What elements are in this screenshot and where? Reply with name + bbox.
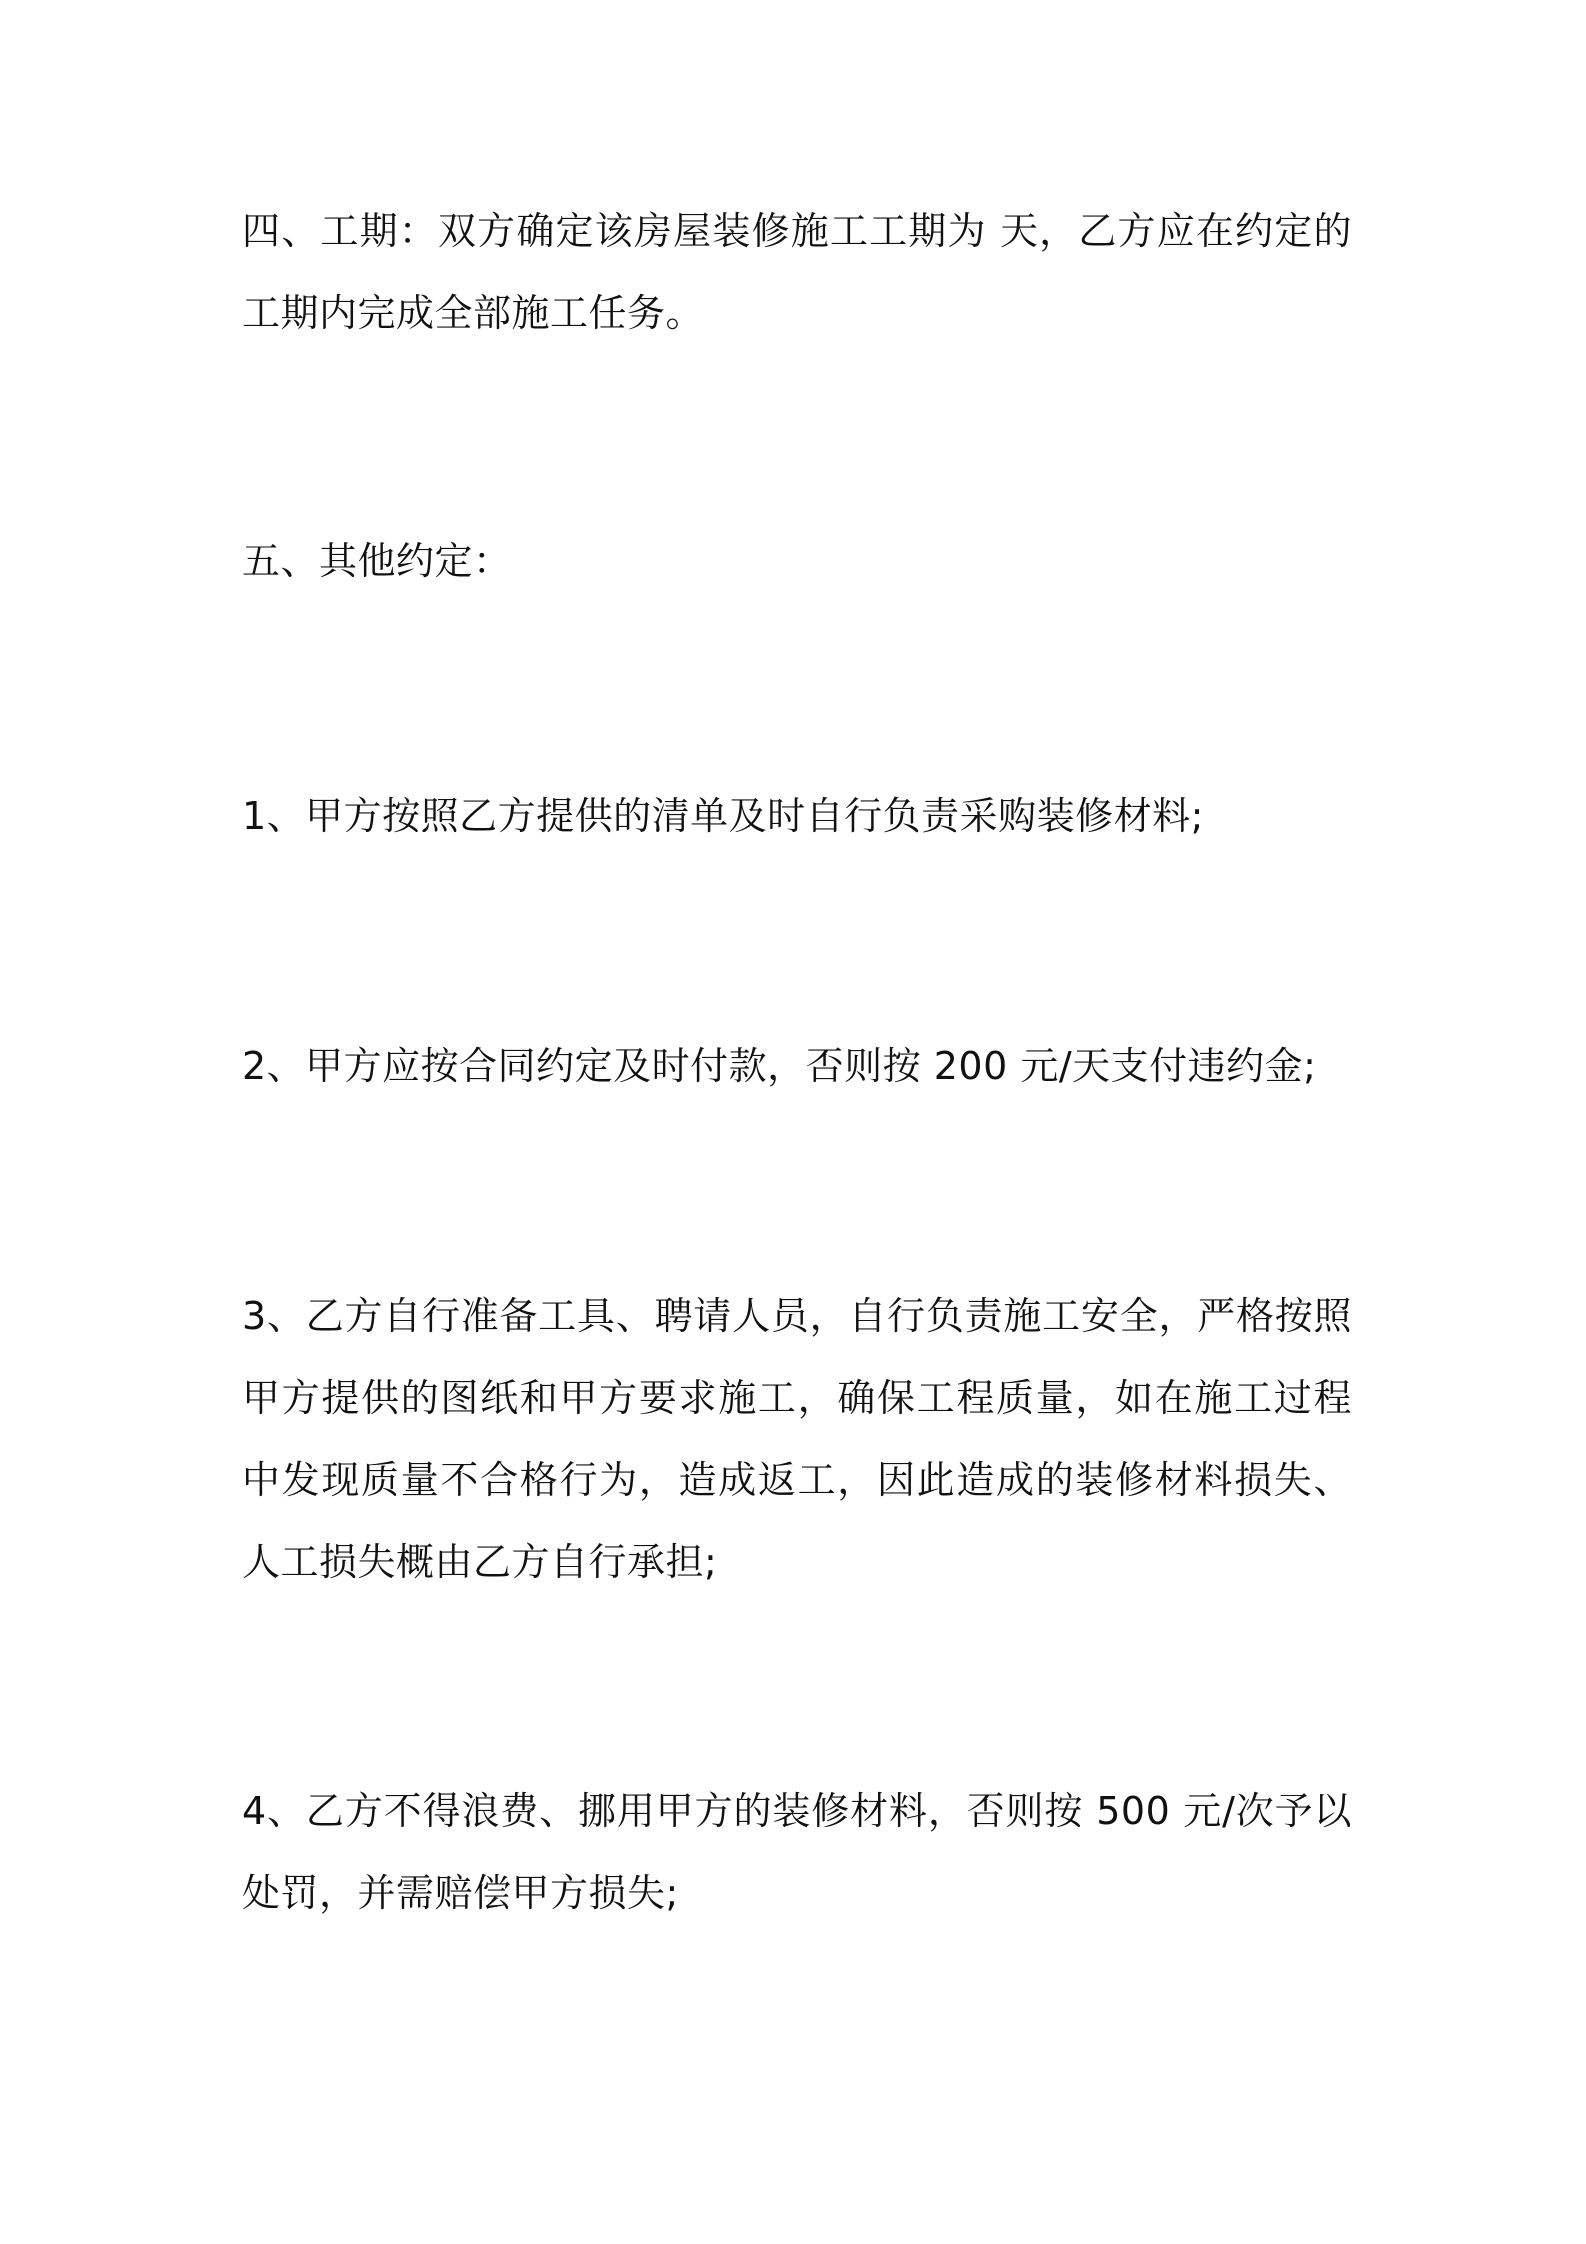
agreement-item-1: 1、甲方按照乙方提供的清单及时自行负责采购装修材料;	[242, 794, 1204, 838]
agreement-item-3: 3、乙方自行准备工具、聘请人员，自行负责施工安全，严格按照甲方提供的图纸和甲方要求施工，确保工程质量，如在施工过程中发现质量不合格行为，造成返工，因此造成的装修材料损失、人工损失概由乙方自行承担;	[242, 1294, 1352, 1584]
agreement-item-2: 2、甲方应按合同约定及时付款，否则按 200 元/天支付违约金;	[242, 1044, 1317, 1088]
term-clause: 四、工期：双方确定该房屋装修施工工期为 天，乙方应在约定的工期内完成全部施工任务。	[242, 209, 1352, 335]
other-agreements-heading: 五、其他约定：	[242, 539, 512, 583]
agreement-item-4: 4、乙方不得浪费、挪用甲方的装修材料，否则按 500 元/次予以处罚，并需赔偿甲方损失;	[242, 1789, 1352, 1915]
